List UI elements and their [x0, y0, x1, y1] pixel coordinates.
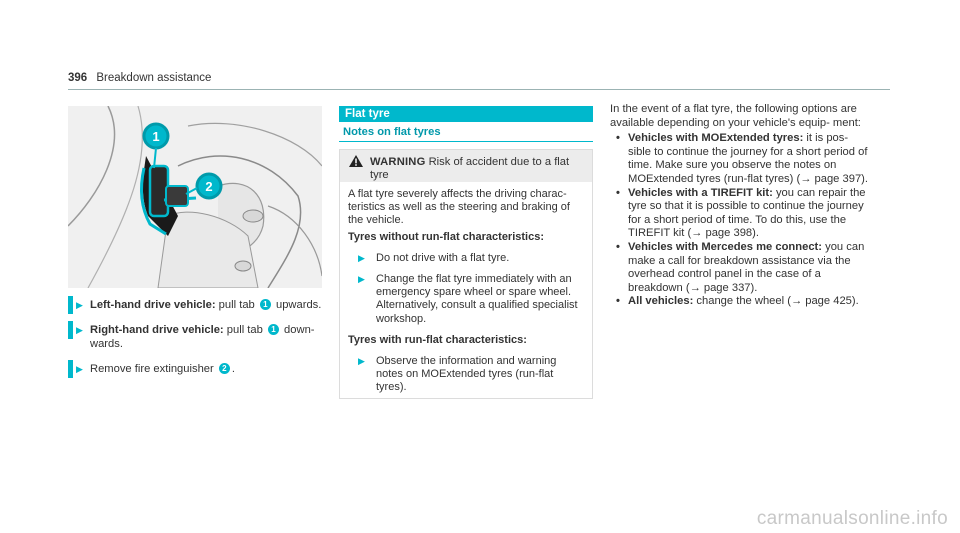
warning-body [340, 182, 592, 395]
step-text: pull tab [223, 324, 266, 336]
step-text: pull tab [215, 299, 258, 311]
list-item [616, 295, 872, 309]
step-label: Right-hand drive vehicle: [90, 324, 224, 336]
arrow-right-icon: ▶ [76, 364, 83, 374]
step-bar [68, 360, 73, 378]
section-title: Flat tyre [339, 106, 593, 122]
step-bar [68, 321, 73, 339]
page-number: 396 [68, 72, 88, 84]
option-text: it is pos- sible to continue the journey for a short period of time. Make sure you observe the notes on MOExtended tyres (run-flat tyres) (→ page 397). [628, 132, 869, 185]
step-text: . [231, 363, 235, 375]
subsection-title: Notes on flat tyres [343, 126, 441, 138]
step-remove-extinguisher [68, 362, 326, 376]
step-right-hand-drive [68, 323, 326, 351]
warning-step [358, 252, 582, 265]
callout-1-label: 1 [152, 129, 160, 144]
badge-1-icon: 1 [260, 299, 271, 310]
seat-diagram [68, 106, 322, 288]
step-left-hand-drive [68, 298, 326, 312]
warning-triangle-icon [349, 155, 363, 167]
arrow-right-icon: ▶ [76, 325, 83, 335]
option-text: you can repair the tyre so that it is possible to continue the journey for a short period of time. To do this, use the TIREFIT kit (→ page 398). [628, 186, 866, 240]
extinguisher-steps [68, 298, 326, 387]
watermark: carmanualsonline.info [756, 508, 948, 529]
list-item [616, 187, 872, 241]
options-intro: In the event of a flat tyre, the following options are available depending on your vehicle's equip- ment: [610, 103, 861, 129]
arrow-right-icon: ▶ [358, 274, 365, 285]
warning-header [340, 150, 592, 182]
step-text: down- wards. [90, 324, 315, 350]
callout-2-label: 2 [205, 179, 213, 194]
option-label: All vehicles: [628, 295, 694, 308]
options-column [610, 103, 872, 309]
bullet-icon: • [616, 132, 620, 145]
option-label: Vehicles with a TIREFIT kit: [628, 186, 773, 199]
step-text: Remove fire extinguisher [90, 363, 217, 375]
option-label: Vehicles with MOExtended tyres: [628, 132, 804, 145]
option-text: you can make a call for breakdown assistance via the overhead control panel in the case of a breakdown (→ page 337). [628, 240, 865, 294]
header-divider [68, 89, 890, 90]
warning-subheading-no-runflat: Tyres without run-flat characteristics: [348, 230, 545, 243]
badge-1-icon: 1 [268, 324, 279, 335]
option-text: change the wheel (→ page 425). [693, 295, 859, 308]
bullet-icon: • [616, 186, 620, 199]
step-label: Left-hand drive vehicle: [90, 299, 216, 311]
arrow-right-icon: ▶ [358, 356, 365, 367]
bullet-icon: • [616, 295, 620, 308]
warning-title: Risk of accident due to a flat tyre [370, 156, 570, 181]
page-header [68, 72, 211, 84]
section-name: Breakdown assistance [96, 72, 212, 84]
warning-step-text: Do not drive with a flat tyre. [376, 251, 510, 264]
warning-description: A flat tyre severely affects the driving charac- teristics as well as the steering and braking of the vehicle. [348, 188, 570, 227]
fire-extinguisher-illustration [68, 106, 322, 288]
arrow-right-icon: ▶ [76, 300, 83, 310]
bullet-icon: • [616, 240, 620, 253]
arrow-right-icon: ▶ [358, 252, 365, 263]
warning-subheading-runflat: Tyres with run-flat characteristics: [348, 333, 527, 346]
warning-step [358, 355, 582, 395]
badge-2-icon: 2 [219, 363, 230, 374]
warning-step-text: Observe the information and warning notes on MOExtended tyres (run-flat tyres). [376, 355, 557, 394]
subsection-divider [339, 141, 593, 142]
list-item [616, 132, 872, 186]
warning-step-text: Change the flat tyre immediately with an emergency spare wheel or spare wheel. Alternatively, consult a qualified specialist workshop. [376, 273, 578, 325]
warning-step [358, 273, 582, 326]
step-bar [68, 296, 73, 314]
warning-label: WARNING [370, 156, 426, 168]
step-text: upwards. [272, 299, 322, 311]
warning-box [339, 149, 593, 399]
list-item [616, 241, 872, 295]
option-label: Vehicles with Mercedes me connect: [628, 240, 822, 253]
